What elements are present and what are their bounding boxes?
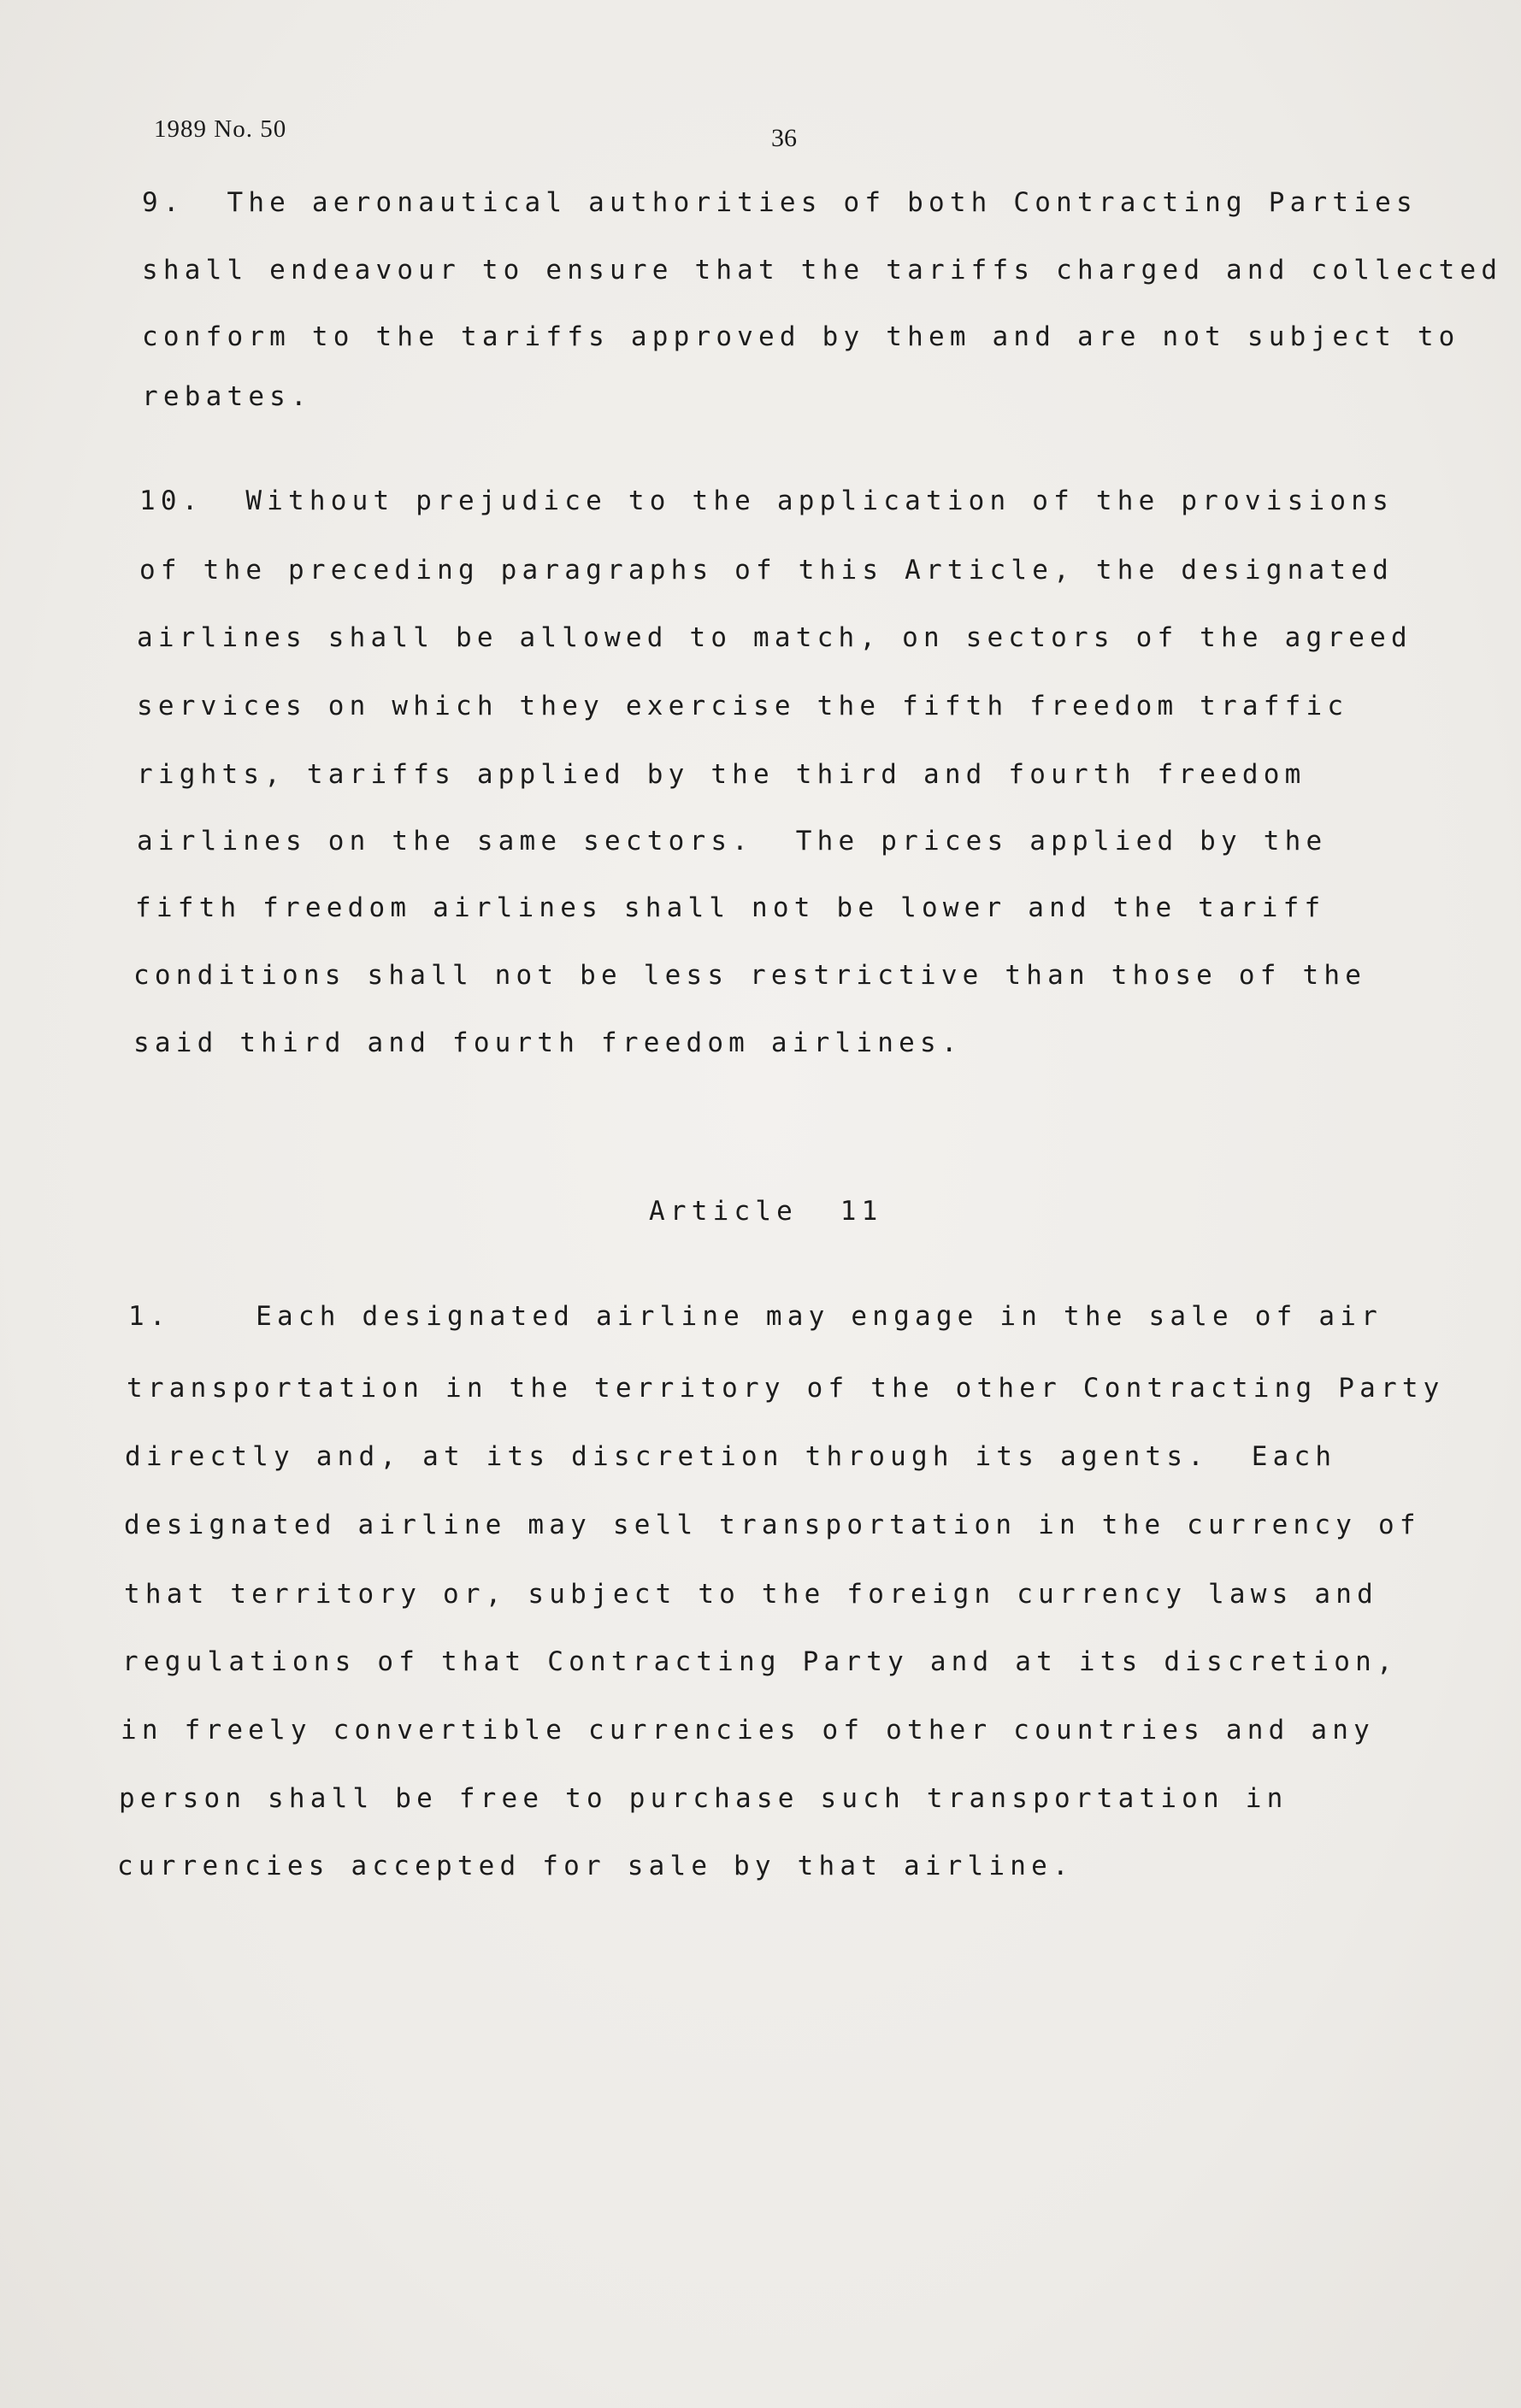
text-line: services on which they exercise the fifth freedom traffic	[137, 691, 1349, 721]
page-number: 36	[771, 124, 797, 152]
text-line: said third and fourth freedom airlines.	[133, 1027, 963, 1058]
text-line: regulations of that Contracting Party and at its discretion,	[122, 1646, 1398, 1677]
text-line: rebates.	[142, 381, 312, 412]
text-line: of the preceding paragraphs of this Article, the designated	[139, 555, 1394, 586]
text-line: in freely convertible currencies of other countries and any	[121, 1715, 1375, 1746]
text-line: conform to the tariffs approved by them and are not subject to	[142, 321, 1460, 352]
text-line: conditions shall not be less restrictive than those of the	[133, 960, 1367, 991]
publication-reference: 1989 No. 50	[154, 115, 287, 143]
text-line: currencies accepted for sale by that airline.	[117, 1851, 1074, 1881]
text-line: designated airline may sell transportation in the currency of	[124, 1510, 1421, 1540]
text-line: shall endeavour to ensure that the tariffs charged and collected	[142, 255, 1503, 286]
text-line: fifth freedom airlines shall not be lower and the tariff	[135, 892, 1326, 923]
text-line: that territory or, subject to the foreign currency laws and	[124, 1579, 1378, 1610]
text-line: airlines on the same sectors. The prices applied by the	[137, 826, 1328, 857]
text-line: rights, tariffs applied by the third and fourth freedom	[137, 759, 1306, 790]
article-heading: Article 11	[649, 1196, 883, 1227]
text-line: person shall be free to purchase such transportation in	[119, 1783, 1288, 1814]
text-line: airlines shall be allowed to match, on sectors of the agreed	[137, 622, 1412, 653]
text-line: 1. Each designated airline may engage in the sale of air	[128, 1301, 1382, 1332]
text-line: 9. The aeronautical authorities of both Contracting Parties	[142, 187, 1418, 218]
bleed-through-texture	[171, 402, 1325, 453]
text-line: directly and, at its discretion through its agents. Each	[125, 1441, 1337, 1472]
text-line: transportation in the territory of the other Contracting Party	[127, 1373, 1445, 1404]
text-line: 10. Without prejudice to the application of the provisions	[139, 486, 1394, 516]
